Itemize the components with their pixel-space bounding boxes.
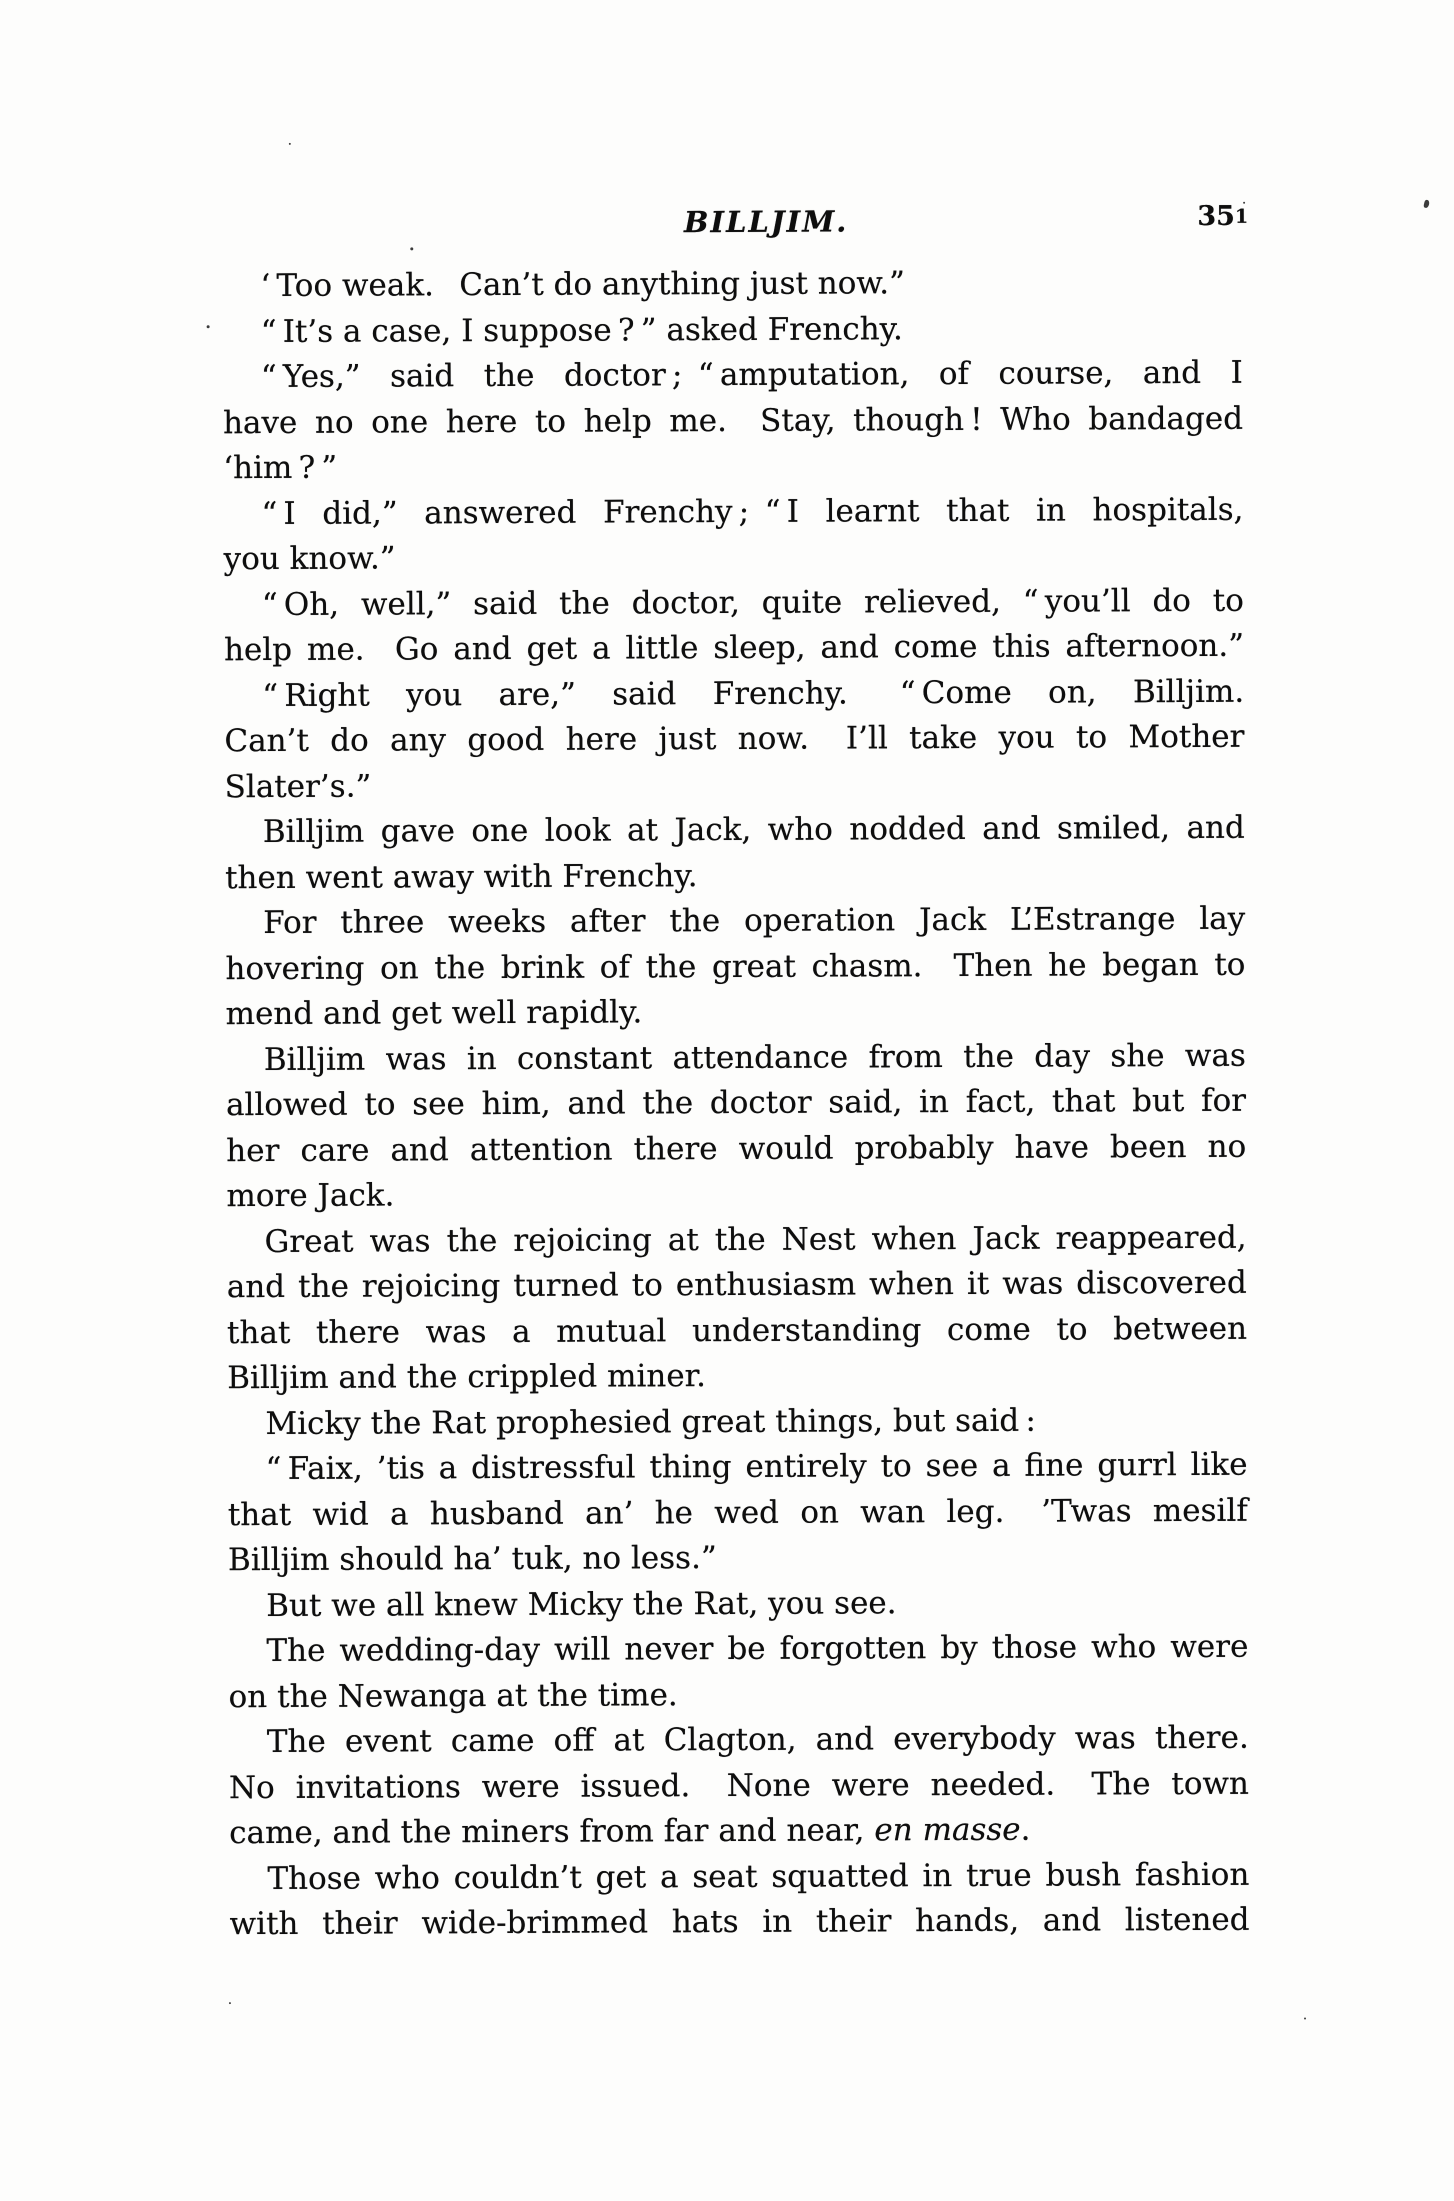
text-line: have no one here to help me. Stay, though ! Who bandaged (222, 400, 1244, 441)
text-line: that there was a mutual understanding come to between (226, 1310, 1248, 1351)
text-line: allowed to see him, and the doctor said, in fact, that but for (225, 1082, 1247, 1124)
text-line: hovering on the brink of the great chasm. Then he began to (225, 946, 1246, 987)
body-text (222, 260, 1249, 1948)
text-line: No invitations were issued. None were needed. The town (228, 1765, 1250, 1806)
page-number-last-digit: 1 (1234, 205, 1249, 228)
text-line: “ Right you are,” said Frenchy. “ Come on, Billjim. (262, 673, 1245, 714)
text-line: Billjim was in constant attendance from the day she was (263, 1037, 1246, 1078)
text-segment: . (1020, 1811, 1031, 1848)
text-segment: came, and the miners from far and near, (229, 1812, 875, 1852)
text-line: mend and get well rapidly. (225, 994, 643, 1033)
text-line: Billjim should ha’ tuk, no less.” (227, 1540, 717, 1579)
scan-speck (1304, 2017, 1306, 2019)
text-line: “ It’s a case, I suppose ? ” asked Frenchy. (260, 310, 903, 350)
text-line: “ Oh, well,” said the doctor, quite relieved, “ you’ll do to (261, 582, 1244, 623)
text-line: “ I did,” answered Frenchy ; “ I learnt that in hospitals, (261, 491, 1244, 532)
scan-speck (207, 325, 210, 328)
scan-speck (229, 2002, 231, 2004)
text-line: Billjim gave one look at Jack, who nodded and smiled, and (262, 809, 1245, 851)
text-line: But we all knew Micky the Rat, you see. (266, 1584, 897, 1624)
text-line: then went away with Frenchy. (224, 857, 698, 896)
text-line: The wedding-day will never be forgotten by those who were (266, 1628, 1249, 1670)
text-line: ‘ Too weak. Can’t do anything just now.” (260, 265, 906, 305)
text-line: more Jack. (226, 1177, 395, 1215)
text-line: The event came off at Clagton, and everybody was there. (266, 1719, 1249, 1761)
text-line: For three weeks after the operation Jack L’Estrange lay (263, 900, 1246, 942)
text-line: on the Newanga at the time. (228, 1676, 678, 1715)
text-line: her care and attention there would probably have been no (226, 1128, 1247, 1169)
page-number (1197, 201, 1248, 232)
text-line: “ Faix, ’tis a distressful thing entirely to see a fine gurrl like (265, 1446, 1248, 1488)
text-line: Billjim and the crippled miner. (227, 1358, 706, 1397)
text-line: with their wide-brimmed hats in their hands, and listened (229, 1901, 1250, 1943)
scan-speck (289, 143, 291, 145)
text-line: help me. Go and get a little sleep, and come this afternoon.” (223, 627, 1245, 669)
page-number-main: 35 (1197, 200, 1235, 232)
text-line: Those who couldn’t get a seat squatted in true bush fashion (267, 1856, 1250, 1897)
text-line: and the rejoicing turned to enthusiasm when it was discovered (226, 1264, 1247, 1306)
text-line: that wid a husband an’ he wed on wan leg. ’Twas mesilf (227, 1492, 1248, 1533)
text-line: ‘him ? ” (223, 449, 338, 487)
text-line: you know.” (223, 540, 396, 578)
running-header (222, 200, 1249, 255)
text-line: Great was the rejoicing at the Nest when Jack reappeared, (264, 1219, 1247, 1260)
text-line: Slater’s.” (224, 768, 372, 805)
text-line: “ Yes,” said the doctor ; “ amputation, of course, and I (260, 354, 1243, 396)
text-line: Micky the Rat prophesied great things, but said : (265, 1402, 1036, 1442)
text-line (229, 1807, 1249, 1857)
italic-text: en masse (874, 1811, 1021, 1849)
page-header-title: BILLJIM. (683, 204, 849, 240)
text-line: Can’t do any good here just now. I’ll take you to Mother (224, 718, 1245, 760)
scan-speck (1423, 199, 1430, 208)
